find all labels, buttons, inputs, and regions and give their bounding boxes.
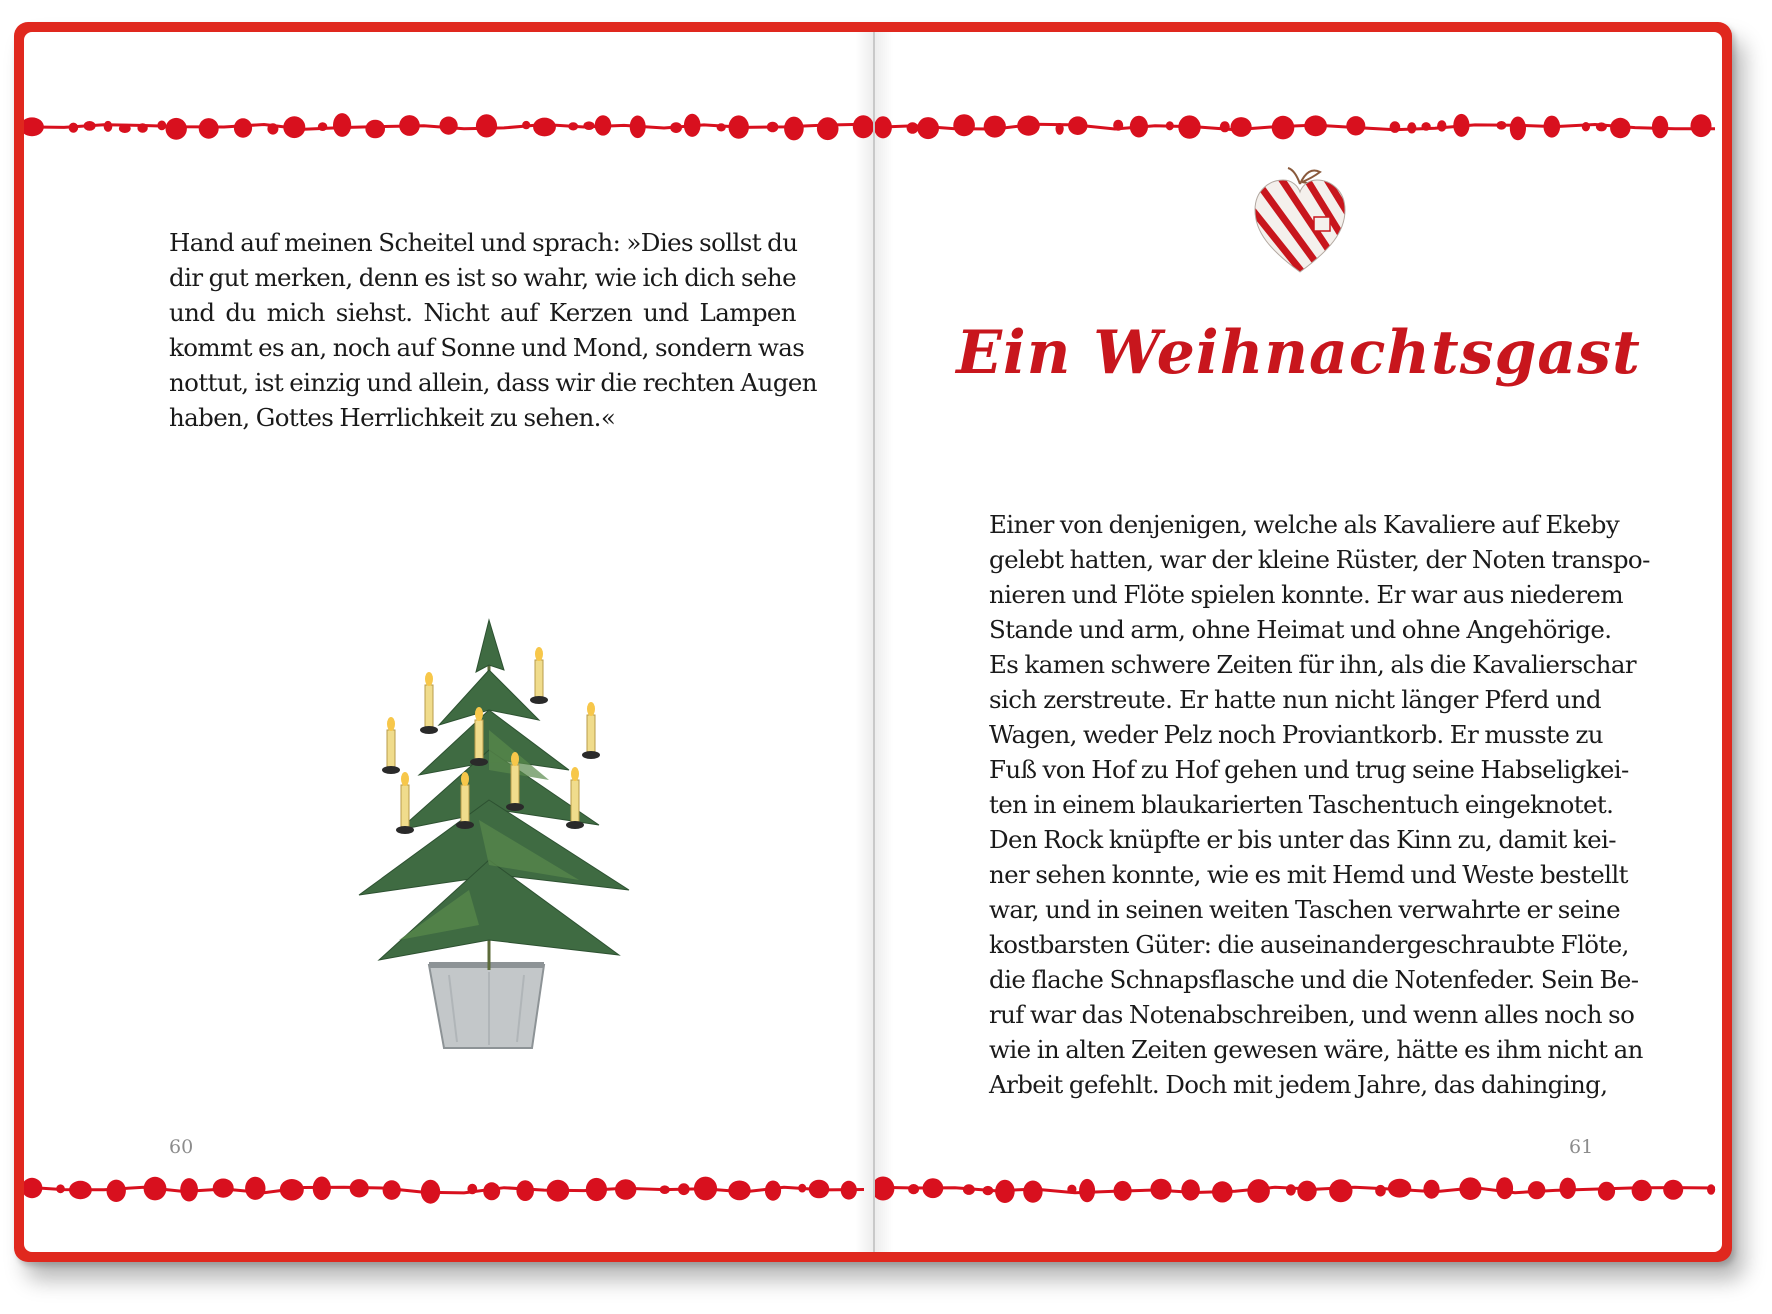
garland-bead (522, 121, 530, 129)
gutter-shadow-right (875, 32, 893, 1252)
garland-bead (670, 122, 682, 133)
garland-bead (1181, 1179, 1200, 1200)
garland-bead (595, 115, 612, 135)
garland-bead (1166, 121, 1174, 130)
text-line: Arbeit gefehlt. Doch mit jedem Jahre, das dahinging, (989, 1070, 1608, 1099)
garland-bead (1453, 114, 1469, 137)
garland-bead (533, 118, 556, 137)
text-line: ruf war das Notenabschreiben, und wenn alles noch so (989, 1000, 1635, 1029)
garland-bead (684, 114, 701, 137)
garland-bead (983, 1186, 994, 1195)
garland-bead (104, 121, 113, 132)
garland-bead (24, 117, 44, 136)
garland-bead (1496, 1177, 1513, 1199)
garland-bead (908, 1184, 919, 1194)
text-line: kostbarsten Güter: die auseinandergeschraubte Flöte, (989, 930, 1629, 959)
garland-bead (1286, 1184, 1296, 1195)
garland-bead (1632, 1180, 1652, 1201)
text-line: Stande und arm, ohne Heimat und ohne Angehörige. (989, 615, 1612, 644)
garland-bead (399, 115, 420, 136)
text-line: war, und in seinen weiten Taschen verwahrte er seine (989, 895, 1620, 924)
garland-bead (1114, 1181, 1132, 1201)
text-line: wie in alten Zeiten gewesen wäre, hätte es ihm nicht an (989, 1035, 1643, 1064)
text-line: die flache Schnapsflasche und die Notenfeder. Sein Be- (989, 965, 1639, 994)
garland-bead (383, 1180, 401, 1200)
text-line: nottut, ist einzig und allein, dass wir die rechten Augen (169, 368, 817, 397)
garland-bead (84, 121, 96, 131)
garland-bead (841, 1181, 857, 1200)
garland-bead (728, 1181, 750, 1201)
left-page (24, 32, 873, 1252)
garland-bead (119, 124, 131, 133)
garland-bead (1691, 114, 1712, 137)
garland-bead (1390, 121, 1401, 133)
text-line: dir gut merken, denn es ist so wahr, wie ich dich sehe (169, 263, 796, 292)
garland-bead (784, 117, 804, 141)
garland-bead (875, 1177, 894, 1201)
garland-bead (586, 1178, 607, 1201)
garland-bead (166, 118, 187, 140)
garland-bead (717, 123, 726, 131)
garland-bead (1079, 1179, 1095, 1202)
garland-bead (350, 1179, 369, 1197)
garland-bead (283, 116, 305, 138)
bead-garland-top-left (24, 107, 873, 147)
garland-bead (1422, 122, 1431, 131)
garland-bead (1220, 121, 1230, 132)
text-line: Es kamen schwere Zeiten für ihn, als die Kavalierschar (989, 650, 1636, 679)
text-line: haben, Gottes Herrlichkeit zu sehen.« (169, 403, 616, 432)
garland-bead (1528, 1181, 1546, 1199)
right-body-text (989, 507, 1650, 1102)
left-body-text (169, 225, 817, 435)
chapter-title: Ein Weihnachtsgast (956, 318, 1641, 388)
garland-bead (1459, 1177, 1481, 1200)
heart-ornament-icon (1250, 162, 1350, 282)
garland-bead (963, 1184, 975, 1195)
garland-bead (767, 122, 779, 133)
garland-bead (157, 121, 166, 131)
garland-bead (267, 123, 278, 134)
garland-bead (678, 1183, 690, 1195)
christmas-tree-illustration (339, 610, 659, 1050)
text-line: Fuß von Hof zu Hof gehen und trug seine Habseligkei- (989, 755, 1629, 784)
garland-bead (1560, 1178, 1576, 1199)
garland-bead (1598, 1182, 1615, 1201)
garland-bead (1596, 122, 1607, 131)
garland-bead (1423, 1180, 1439, 1199)
right-page (875, 32, 1722, 1252)
garland-bead (1510, 117, 1526, 141)
garland-bead (1707, 1184, 1715, 1195)
text-line: sich zerstreute. Er hatte nun nicht länger Pferd und (989, 685, 1601, 714)
garland-bead (137, 123, 147, 133)
garland-bead (1212, 1181, 1233, 1202)
text-line: Wagen, weder Pelz noch Proviantkorb. Er musste zu (989, 720, 1603, 749)
garland-bead (853, 115, 873, 138)
garland-bead (1067, 1185, 1076, 1194)
bead-garland-top-right (875, 107, 1722, 147)
garland-bead (1652, 116, 1668, 139)
garland-bead (1113, 120, 1123, 131)
garland-bead (917, 117, 939, 139)
garland-bead (1247, 1179, 1270, 1203)
garland-bead (1017, 116, 1040, 136)
garland-bead (313, 1177, 331, 1201)
garland-bead (923, 1178, 944, 1198)
garland-bead (1304, 115, 1327, 136)
garland-bead (1297, 1181, 1316, 1202)
garland-bead (234, 118, 252, 137)
bead-garland-bottom-right (875, 1170, 1722, 1210)
bead-garland-bottom-left (24, 1170, 873, 1210)
gutter-shadow-left (855, 32, 873, 1252)
garland-bead (583, 121, 594, 130)
garland-bead (547, 1180, 570, 1202)
text-line: ten in einem blaukarierten Taschentuch eingeknotet. (989, 790, 1614, 819)
text-line: Einer von denjenigen, welche als Kavaliere auf Ekeby (989, 510, 1620, 539)
garland-bead (1150, 1179, 1171, 1200)
garland-bead (213, 1179, 234, 1198)
text-line: Den Rock knüpfte er bis unter das Kinn zu, damit kei- (989, 825, 1616, 854)
garland-bead (1068, 116, 1087, 135)
garland-bead (953, 114, 975, 136)
garland-bead (144, 1177, 167, 1201)
garland-bead (1375, 1185, 1386, 1197)
garland-bead (24, 1178, 42, 1198)
garland-bead (1610, 118, 1630, 138)
page-number-left: 60 (169, 1136, 194, 1158)
text-line: kommt es an, noch auf Sonne und Mond, sondern was (169, 333, 805, 362)
garland-bead (107, 1180, 126, 1202)
garland-bead (180, 1178, 198, 1201)
garland-bead (440, 117, 458, 135)
garland-bead (483, 1182, 500, 1200)
garland-bead (199, 118, 219, 139)
garland-bead (1231, 117, 1252, 137)
garland-bead (280, 1179, 304, 1201)
garland-bead (694, 1177, 717, 1201)
garland-bead (1407, 122, 1416, 133)
garland-bead (1388, 1179, 1411, 1198)
garland-bead (1437, 120, 1446, 131)
garland-bead (69, 123, 79, 133)
book-spread (14, 22, 1732, 1262)
garland-bead (875, 116, 892, 138)
garland-bead (798, 1184, 806, 1193)
garland-bead (729, 115, 749, 138)
garland-bead (817, 117, 839, 140)
garland-bead (245, 1177, 265, 1200)
garland-bead (467, 1184, 477, 1195)
garland-bead (516, 1180, 534, 1201)
garland-bead (568, 122, 578, 130)
garland-bead (765, 1181, 781, 1201)
text-line: und du mich siehst. Nicht auf Kerzen und Lampen (169, 298, 796, 327)
text-line: gelebt hatten, war der kleine Rüster, der Noten transpo- (989, 545, 1650, 574)
garland-bead (630, 116, 646, 139)
text-line: Hand auf meinen Scheitel und sprach: »Dies sollst du (169, 228, 798, 257)
garland-bead (333, 113, 351, 137)
garland-bead (1544, 116, 1561, 138)
garland-bead (1663, 1180, 1683, 1200)
garland-bead (318, 122, 327, 131)
garland-bead (1582, 122, 1590, 131)
garland-bead (984, 116, 1006, 138)
garland-bead (56, 1184, 65, 1193)
garland-bead (1346, 116, 1365, 135)
garland-bead (1178, 115, 1200, 138)
garland-bead (1329, 1179, 1352, 1202)
garland-bead (365, 120, 385, 139)
text-line: nieren und Flöte spielen konnte. Er war aus niederem (989, 580, 1623, 609)
page-number-right: 61 (1569, 1136, 1594, 1158)
garland-bead (660, 1185, 670, 1194)
garland-bead (907, 122, 919, 134)
garland-bead (615, 1179, 636, 1200)
garland-bead (1056, 123, 1064, 135)
garland-bead (476, 114, 497, 137)
garland-bead (1023, 1181, 1042, 1203)
garland-bead (1272, 116, 1295, 140)
garland-bead (1130, 116, 1148, 138)
garland-bead (69, 1181, 92, 1199)
garland-bead (1496, 121, 1506, 130)
garland-bead (421, 1180, 440, 1204)
garland-bead (809, 1180, 830, 1199)
text-line: ner sehen konnte, wie es mit Hemd und Weste bestellt (989, 860, 1628, 889)
garland-bead (995, 1180, 1015, 1203)
